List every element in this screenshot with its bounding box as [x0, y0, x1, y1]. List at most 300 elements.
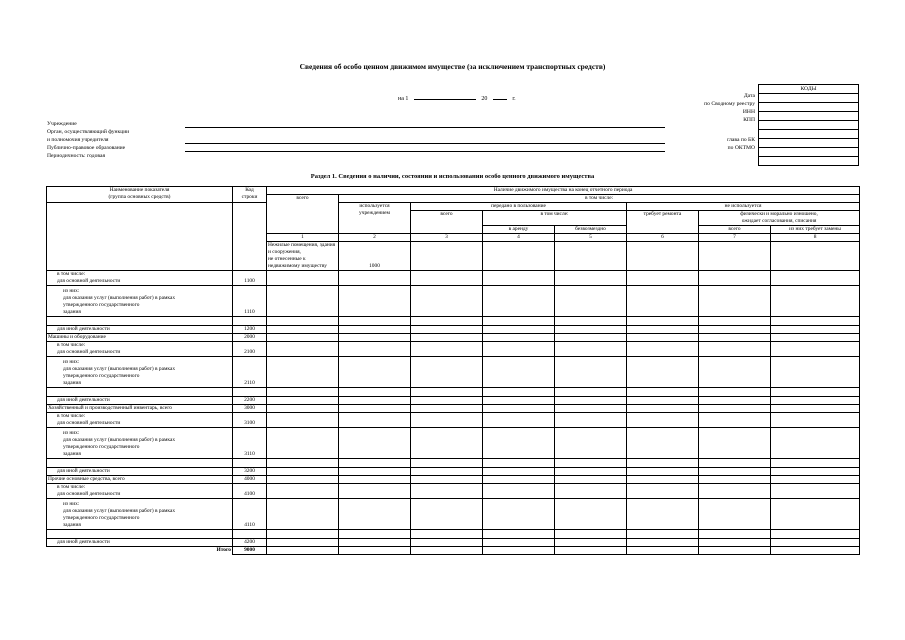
- value-cell[interactable]: [627, 342, 699, 357]
- label-periodicity: Периодичность: годовая: [47, 153, 106, 159]
- value-cell[interactable]: [339, 405, 411, 413]
- table-row: [47, 413, 860, 428]
- value-cell[interactable]: [483, 405, 555, 413]
- row-label: [47, 468, 233, 476]
- table-row: [47, 286, 860, 317]
- value-cell[interactable]: [771, 530, 860, 539]
- value-cell[interactable]: [411, 539, 483, 547]
- value-cell[interactable]: [627, 397, 699, 405]
- value-cell[interactable]: [555, 397, 627, 405]
- report-date-line: [398, 93, 516, 102]
- row-label: [47, 459, 233, 468]
- value-cell[interactable]: [699, 334, 771, 342]
- value-cell[interactable]: [411, 499, 483, 530]
- value-cell[interactable]: [411, 459, 483, 468]
- value-cell[interactable]: [771, 405, 860, 413]
- value-cell[interactable]: [483, 476, 555, 484]
- value-cell[interactable]: [339, 326, 411, 334]
- row-label: [47, 405, 233, 413]
- col-num-8: 8: [771, 234, 860, 242]
- value-cell[interactable]: [483, 397, 555, 405]
- value-cell[interactable]: [627, 530, 699, 539]
- row-label-line: в том числе:: [57, 413, 86, 419]
- header-name: Наименование показателя: [109, 187, 170, 193]
- value-cell[interactable]: [339, 397, 411, 405]
- row-label-line: Прочие основные средства, всего: [48, 476, 125, 482]
- value-cell[interactable]: [699, 271, 771, 286]
- header-used-sub: учреждением: [359, 210, 390, 216]
- value-cell[interactable]: [627, 499, 699, 530]
- code-cell-registry[interactable]: [759, 103, 858, 112]
- header-ob-replace: из них требует замены: [771, 226, 860, 234]
- value-cell[interactable]: [699, 428, 771, 459]
- row-label: [47, 530, 233, 539]
- value-cell[interactable]: [483, 484, 555, 499]
- row-label-line: для основной деятельности: [57, 349, 121, 355]
- value-cell[interactable]: [699, 459, 771, 468]
- value-cell[interactable]: [771, 342, 860, 357]
- col-num-3: 3: [411, 234, 483, 242]
- value-cell[interactable]: [411, 271, 483, 286]
- value-cell[interactable]: [339, 388, 411, 397]
- table-row: [47, 499, 860, 530]
- value-cell[interactable]: [267, 413, 339, 428]
- header-transferred: передано в пользование: [411, 203, 627, 211]
- value-cell[interactable]: [555, 334, 627, 342]
- row-label-line: утвержденного государственного: [63, 444, 140, 450]
- date-year-field[interactable]: [493, 93, 507, 100]
- value-cell[interactable]: [411, 388, 483, 397]
- header-tr-free: безвозмездно: [555, 226, 627, 234]
- row-label-line: Машины и оборудование: [48, 334, 106, 340]
- row-code: 1110: [233, 286, 267, 317]
- value-cell[interactable]: [555, 428, 627, 459]
- row-code: 1100: [233, 271, 267, 286]
- founder-field[interactable]: [185, 143, 665, 144]
- value-cell[interactable]: [771, 539, 860, 547]
- row-label-line: задания: [63, 309, 81, 315]
- value-cell[interactable]: [483, 317, 555, 326]
- date-prefix: на 1: [398, 96, 409, 102]
- value-cell[interactable]: [699, 539, 771, 547]
- value-cell[interactable]: [699, 388, 771, 397]
- col-num-6: 6: [627, 234, 699, 242]
- row-code: [233, 388, 267, 397]
- row-label-line: для оказания услуг (выполнения работ) в рамках: [63, 437, 176, 443]
- value-cell[interactable]: [267, 539, 339, 547]
- value-cell[interactable]: [771, 357, 860, 388]
- row-code: [233, 459, 267, 468]
- value-cell[interactable]: [483, 459, 555, 468]
- value-cell[interactable]: [267, 476, 339, 484]
- table-row: [47, 530, 860, 539]
- header-used: используется: [359, 203, 390, 209]
- col-num-2: 2: [339, 234, 411, 242]
- row-label-line: утвержденного государственного: [63, 515, 140, 521]
- header-tr-rent: в аренду: [483, 226, 555, 234]
- table-row: [47, 326, 860, 334]
- row-code: 4100: [233, 484, 267, 499]
- value-cell[interactable]: [555, 357, 627, 388]
- table-row: [47, 342, 860, 357]
- value-cell[interactable]: [627, 539, 699, 547]
- value-cell[interactable]: [555, 242, 627, 271]
- row-code: 2200: [233, 397, 267, 405]
- label-date: Дата: [743, 93, 755, 99]
- value-cell[interactable]: [267, 342, 339, 357]
- value-cell[interactable]: [483, 342, 555, 357]
- code-cell-kpp[interactable]: [759, 121, 858, 130]
- value-cell[interactable]: [411, 334, 483, 342]
- value-cell[interactable]: [555, 459, 627, 468]
- value-cell[interactable]: [483, 388, 555, 397]
- value-cell[interactable]: [771, 317, 860, 326]
- row-label-line: для основной деятельности: [57, 278, 121, 284]
- total-value-cell[interactable]: [411, 547, 483, 555]
- row-label: [47, 484, 233, 499]
- row-label: [47, 317, 233, 326]
- value-cell[interactable]: [699, 357, 771, 388]
- value-cell[interactable]: [771, 468, 860, 476]
- value-cell[interactable]: [555, 388, 627, 397]
- value-cell[interactable]: [267, 317, 339, 326]
- code-cell-oktmo[interactable]: [759, 148, 858, 157]
- value-cell[interactable]: [555, 530, 627, 539]
- code-cell-periodicity[interactable]: [759, 157, 858, 165]
- value-cell[interactable]: [699, 397, 771, 405]
- value-cell[interactable]: [267, 397, 339, 405]
- value-cell[interactable]: [627, 405, 699, 413]
- institution-field[interactable]: [185, 127, 665, 128]
- value-cell[interactable]: [555, 326, 627, 334]
- row-code: 4200: [233, 539, 267, 547]
- value-cell[interactable]: [699, 413, 771, 428]
- value-cell[interactable]: [411, 428, 483, 459]
- value-cell[interactable]: [627, 476, 699, 484]
- value-cell[interactable]: [339, 428, 411, 459]
- date-day-month-field[interactable]: [414, 93, 476, 100]
- value-cell[interactable]: [771, 388, 860, 397]
- row-label: [47, 413, 233, 428]
- row-code: 3200: [233, 468, 267, 476]
- value-cell[interactable]: [411, 342, 483, 357]
- col-num-5: 5: [555, 234, 627, 242]
- value-cell[interactable]: [483, 357, 555, 388]
- row-label-line: в том числе:: [57, 271, 86, 277]
- value-cell[interactable]: [627, 334, 699, 342]
- value-cell[interactable]: [771, 459, 860, 468]
- value-cell[interactable]: [267, 499, 339, 530]
- value-cell[interactable]: [339, 499, 411, 530]
- codes-box: [758, 84, 859, 166]
- row-code: [233, 530, 267, 539]
- value-cell[interactable]: [699, 484, 771, 499]
- total-value-cell[interactable]: [339, 547, 411, 555]
- value-cell[interactable]: [267, 484, 339, 499]
- table-row: [47, 357, 860, 388]
- row-label: [47, 388, 233, 397]
- row-label-line: для иной деятельности: [57, 468, 110, 474]
- value-cell[interactable]: [411, 357, 483, 388]
- row-label-line: в том числе:: [57, 484, 86, 490]
- value-cell[interactable]: [339, 271, 411, 286]
- row-label-line: для основной деятельности: [57, 420, 121, 426]
- value-cell[interactable]: [627, 357, 699, 388]
- value-cell[interactable]: [339, 317, 411, 326]
- col-num-4: 4: [483, 234, 555, 242]
- value-cell[interactable]: [267, 468, 339, 476]
- value-cell[interactable]: [771, 334, 860, 342]
- value-cell[interactable]: [267, 405, 339, 413]
- row-code: 3100: [233, 413, 267, 428]
- value-cell[interactable]: [771, 326, 860, 334]
- value-cell[interactable]: [699, 499, 771, 530]
- table-row: [47, 397, 860, 405]
- value-cell[interactable]: [267, 286, 339, 317]
- value-cell[interactable]: [483, 286, 555, 317]
- value-cell[interactable]: [483, 242, 555, 271]
- value-cell[interactable]: [339, 286, 411, 317]
- value-cell[interactable]: [267, 459, 339, 468]
- row-label: [47, 342, 233, 357]
- row-label: [47, 499, 233, 530]
- total-row: [47, 547, 860, 555]
- value-cell[interactable]: [339, 476, 411, 484]
- value-cell[interactable]: [699, 286, 771, 317]
- value-cell[interactable]: [483, 326, 555, 334]
- value-cell[interactable]: [771, 476, 860, 484]
- value-cell[interactable]: [555, 413, 627, 428]
- code-cell-blank[interactable]: [759, 130, 858, 139]
- value-cell[interactable]: [339, 459, 411, 468]
- value-cell[interactable]: [627, 271, 699, 286]
- row-code: 2000: [233, 334, 267, 342]
- value-cell[interactable]: [339, 357, 411, 388]
- date-year-prefix: 20: [481, 96, 488, 102]
- value-cell[interactable]: [627, 317, 699, 326]
- col-num-1: 1: [267, 234, 339, 242]
- row-label-line: из них:: [63, 288, 80, 294]
- value-cell[interactable]: [411, 317, 483, 326]
- value-cell[interactable]: [555, 539, 627, 547]
- total-value-cell[interactable]: [483, 547, 555, 555]
- value-cell[interactable]: [627, 326, 699, 334]
- total-value-cell[interactable]: [627, 547, 699, 555]
- row-code: 3110: [233, 428, 267, 459]
- value-cell[interactable]: [555, 476, 627, 484]
- value-cell[interactable]: [411, 468, 483, 476]
- header-obsolete-2: ожидает согласования, списания: [741, 218, 817, 224]
- value-cell[interactable]: [771, 397, 860, 405]
- header-obsolete: физически и морально изношено,: [740, 211, 818, 217]
- value-cell[interactable]: [555, 405, 627, 413]
- value-cell[interactable]: [339, 484, 411, 499]
- table-row: [47, 476, 860, 484]
- value-cell[interactable]: [771, 499, 860, 530]
- value-cell[interactable]: [411, 326, 483, 334]
- value-cell[interactable]: [411, 530, 483, 539]
- value-cell[interactable]: [483, 413, 555, 428]
- row-code: [233, 317, 267, 326]
- value-cell[interactable]: [411, 405, 483, 413]
- row-label-line: задания: [63, 522, 81, 528]
- header-row-1: [47, 187, 860, 195]
- value-cell[interactable]: [627, 428, 699, 459]
- value-cell[interactable]: [267, 388, 339, 397]
- header-not-used: не используется: [627, 203, 860, 211]
- row-code: 2100: [233, 342, 267, 357]
- value-cell[interactable]: [483, 499, 555, 530]
- value-cell[interactable]: [627, 242, 699, 271]
- value-cell[interactable]: [555, 468, 627, 476]
- row-label-line: для оказания услуг (выполнения работ) в рамках: [63, 366, 176, 372]
- row-code: 1200: [233, 326, 267, 334]
- value-cell[interactable]: [699, 468, 771, 476]
- row-label-line: из них:: [63, 501, 80, 507]
- value-cell[interactable]: [483, 271, 555, 286]
- row-label-line: задания: [63, 380, 81, 386]
- value-cell[interactable]: [699, 405, 771, 413]
- value-cell[interactable]: [339, 468, 411, 476]
- code-cell-date[interactable]: [759, 94, 858, 103]
- value-cell[interactable]: [267, 428, 339, 459]
- row-label-line: утвержденного государственного: [63, 373, 140, 379]
- section-title: Раздел 1. Сведения о наличии, состоянии и использовании особо ценного движимого имущества: [310, 173, 595, 180]
- label-registry: по Сводному реестру: [704, 101, 755, 107]
- row-label-line: для иной деятельности: [57, 326, 110, 332]
- row-label-line: для иной деятельности: [57, 539, 110, 545]
- row-label-line: для оказания услуг (выполнения работ) в рамках: [63, 295, 176, 301]
- row-label-line: для основной деятельности: [57, 491, 121, 497]
- total-value-cell[interactable]: [555, 547, 627, 555]
- value-cell[interactable]: [627, 459, 699, 468]
- value-cell[interactable]: [699, 317, 771, 326]
- value-cell[interactable]: [555, 271, 627, 286]
- value-cell[interactable]: [699, 342, 771, 357]
- row-label: [47, 397, 233, 405]
- value-cell[interactable]: [411, 286, 483, 317]
- value-cell[interactable]: [699, 326, 771, 334]
- value-cell[interactable]: [339, 530, 411, 539]
- table-row: [47, 539, 860, 547]
- total-value-cell[interactable]: [267, 547, 339, 555]
- value-cell[interactable]: [627, 468, 699, 476]
- movable-property-table: [46, 186, 860, 555]
- table-row: [47, 405, 860, 413]
- value-cell[interactable]: [411, 484, 483, 499]
- table-row: [47, 468, 860, 476]
- value-cell[interactable]: [699, 476, 771, 484]
- value-cell[interactable]: [411, 476, 483, 484]
- value-cell[interactable]: [699, 242, 771, 271]
- header-obsolete-cell: [699, 211, 860, 226]
- row-label-line: Хозяйственный и производственный инвентарь, всего: [48, 405, 172, 411]
- label-inn: ИНН: [742, 109, 755, 115]
- value-cell[interactable]: [267, 326, 339, 334]
- header-ob-total: всего: [699, 226, 771, 234]
- value-cell[interactable]: [339, 334, 411, 342]
- value-cell[interactable]: [483, 468, 555, 476]
- header-total: всего: [267, 195, 339, 234]
- value-cell[interactable]: [771, 484, 860, 499]
- value-cell[interactable]: [555, 286, 627, 317]
- col-num-7: 7: [699, 234, 771, 242]
- header-code-cell: [233, 187, 267, 203]
- value-cell[interactable]: [411, 397, 483, 405]
- value-cell[interactable]: [339, 539, 411, 547]
- code-cell-inn[interactable]: [759, 112, 858, 121]
- label-chapter-bk: глава по БК: [727, 137, 755, 143]
- header-name-cell: [47, 187, 233, 203]
- total-value-cell[interactable]: [699, 547, 771, 555]
- table-row: [47, 271, 860, 286]
- value-cell[interactable]: [771, 286, 860, 317]
- row-label: [47, 271, 233, 286]
- value-cell[interactable]: [339, 342, 411, 357]
- table-row: [47, 388, 860, 397]
- value-cell[interactable]: [411, 413, 483, 428]
- value-cell[interactable]: [771, 428, 860, 459]
- value-cell[interactable]: [627, 484, 699, 499]
- value-cell[interactable]: [267, 357, 339, 388]
- value-cell[interactable]: [267, 530, 339, 539]
- value-cell[interactable]: [627, 286, 699, 317]
- date-suffix: г.: [512, 96, 516, 102]
- row-label-line: для иной деятельности: [57, 397, 110, 403]
- value-cell[interactable]: [339, 413, 411, 428]
- value-cell[interactable]: [555, 342, 627, 357]
- row-label: [47, 326, 233, 334]
- value-cell[interactable]: [771, 413, 860, 428]
- header-tr-incl: в том числе:: [483, 211, 627, 226]
- value-cell[interactable]: [483, 530, 555, 539]
- row-label: [267, 242, 339, 271]
- public-entity-field[interactable]: [185, 151, 665, 152]
- total-value-cell[interactable]: [771, 547, 860, 555]
- value-cell[interactable]: [699, 530, 771, 539]
- value-cell[interactable]: [411, 242, 483, 271]
- report-title: Сведения об особо ценном движимом имуществе (за исключением транспортных средств): [299, 62, 606, 71]
- row-label: [47, 428, 233, 459]
- code-cell-chapter-bk[interactable]: [759, 139, 858, 148]
- header-row-3: [47, 203, 860, 211]
- row-code: 1000: [339, 242, 411, 271]
- row-label-line: Нежилые помещения, здания и сооружения,: [268, 242, 336, 255]
- header-code-sub: строки: [241, 194, 258, 200]
- value-cell[interactable]: [771, 271, 860, 286]
- value-cell[interactable]: [267, 271, 339, 286]
- value-cell[interactable]: [627, 413, 699, 428]
- value-cell[interactable]: [267, 334, 339, 342]
- value-cell[interactable]: [771, 242, 860, 271]
- label-institution: Учреждение: [47, 121, 77, 127]
- value-cell[interactable]: [483, 428, 555, 459]
- value-cell[interactable]: [555, 317, 627, 326]
- value-cell[interactable]: [627, 388, 699, 397]
- value-cell[interactable]: [555, 484, 627, 499]
- row-label-line: утвержденного государственного: [63, 302, 140, 308]
- value-cell[interactable]: [555, 499, 627, 530]
- header-incl: в том числе:: [339, 195, 860, 203]
- row-label: [47, 539, 233, 547]
- table-row: [47, 428, 860, 459]
- row-label-line: для оказания услуг (выполнения работ) в рамках: [63, 508, 176, 514]
- header-repair: требует ремонта: [627, 211, 699, 234]
- value-cell[interactable]: [483, 334, 555, 342]
- table-row: [47, 484, 860, 499]
- header-availability: Наличие движимого имущества на конец отчетного периода: [267, 187, 860, 195]
- value-cell[interactable]: [483, 539, 555, 547]
